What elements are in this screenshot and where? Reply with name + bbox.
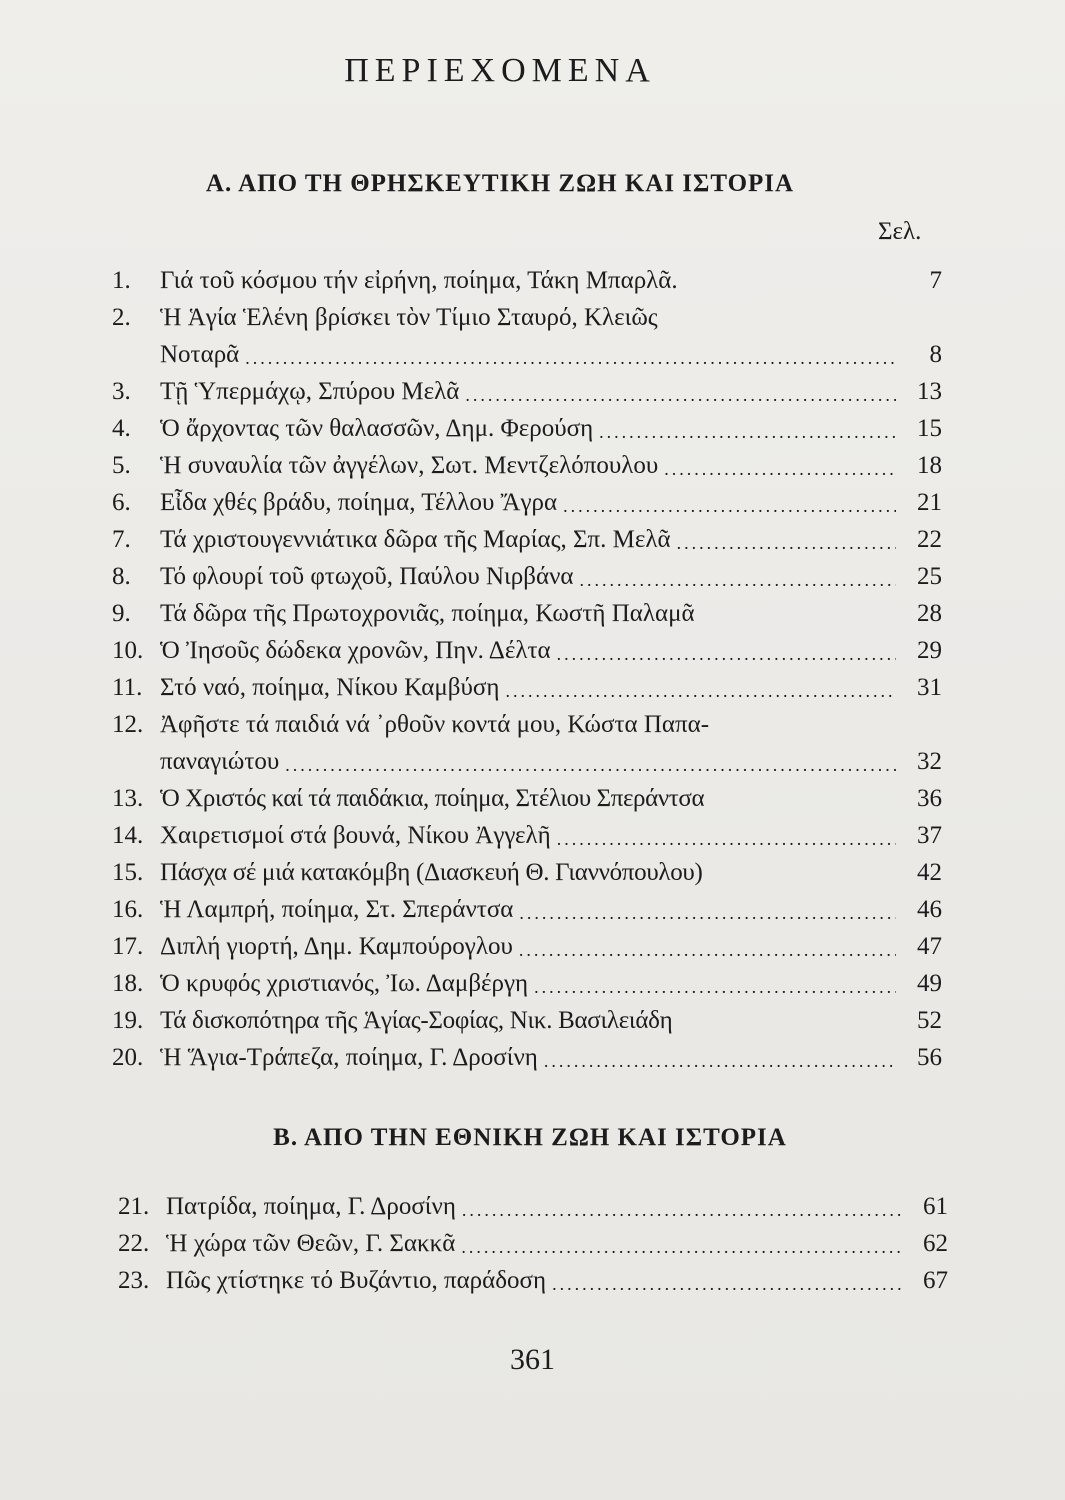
entry-page: 18	[917, 452, 942, 479]
entry-page: 46	[917, 896, 942, 923]
leader-dots	[462, 1195, 902, 1225]
leader-dots	[579, 565, 896, 595]
toc-entry	[118, 1225, 948, 1262]
entry-number: 11.	[112, 674, 143, 701]
toc-entry-continuation	[112, 336, 942, 373]
entry-number: 12.	[112, 711, 144, 738]
entry-page: 47	[917, 933, 942, 960]
entry-number: 18.	[112, 970, 144, 997]
entry-title: Ἡ χώρα τῶν Θεῶν, Γ. Σακκᾶ	[166, 1230, 456, 1257]
toc-entry	[112, 595, 942, 632]
entry-number: 23.	[118, 1267, 150, 1294]
entry-title: Στό ναό, ποίημα, Νίκου Καμβύση	[160, 674, 500, 701]
entry-page: 32	[917, 748, 942, 775]
entry-title: Τά δισκοπότηρα τῆς Ἁγίας-Σοφίας, Νικ. Βασιλειάδη	[160, 1007, 673, 1034]
toc-entry	[118, 1188, 948, 1225]
entry-page: 7	[929, 267, 942, 294]
toc-section-a	[112, 262, 942, 1076]
page-number: 361	[510, 1343, 555, 1376]
toc-entry	[112, 632, 942, 669]
toc-entry	[112, 706, 942, 743]
toc-entry	[112, 558, 942, 595]
entry-number: 17.	[112, 933, 144, 960]
entry-page: 22	[917, 526, 942, 553]
entry-number: 7.	[112, 526, 131, 553]
leader-dots	[245, 343, 896, 373]
entry-title: Πατρίδα, ποίημα, Γ. Δροσίνη	[166, 1193, 456, 1220]
entry-title: Ἡ Ἅγια-Τράπεζα, ποίημα, Γ. Δροσίνη	[160, 1044, 538, 1071]
entry-number: 19.	[112, 1007, 144, 1034]
toc-entry	[112, 521, 942, 558]
entry-title: Ὁ Ἰησοῦς δώδεκα χρονῶν, Πην. Δέλτα	[160, 637, 551, 664]
toc-entry	[112, 669, 942, 706]
entry-number: 13.	[112, 785, 144, 812]
entry-title: Ἡ Λαμπρή, ποίημα, Στ. Σπεράντσα	[160, 896, 514, 923]
toc-entry	[112, 1002, 942, 1039]
entry-number: 5.	[112, 452, 131, 479]
entry-title: Χαιρετισμοί στά βουνά, Νίκου Ἀγγελῆ	[160, 822, 551, 849]
toc-entry	[112, 817, 942, 854]
page-title: ΠΕΡΙΕΧΟΜΕΝΑ	[344, 52, 656, 89]
entry-title: Γιά τοῦ κόσμου τήν εἰρήνη, ποίημα, Τάκη Μπαρλᾶ.	[160, 267, 678, 294]
toc-entry	[112, 1039, 942, 1076]
toc-entry	[112, 262, 942, 299]
entry-page: 37	[917, 822, 942, 849]
toc-entry	[112, 780, 942, 817]
entry-title: Ὁ Χριστός καί τά παιδάκια, ποίημα, Στέλιου Σπεράντσα	[160, 785, 705, 812]
entry-title-continued: Νοταρᾶ	[160, 341, 240, 368]
entry-number: 6.	[112, 489, 131, 516]
entry-number: 20.	[112, 1044, 144, 1071]
entry-title-continued: παναγιώτου	[160, 748, 280, 775]
entry-title: Ὁ κρυφός χριστιανός, Ἰω. Δαμβέργη	[160, 970, 529, 997]
leader-dots	[519, 935, 896, 965]
section-b-heading: Β. ΑΠΟ ΤΗΝ ΕΘΝΙΚΗ ΖΩΗ ΚΑΙ ΙΣΤΟΡΙΑ	[273, 1124, 787, 1151]
entry-number: 9.	[112, 600, 131, 627]
entry-number: 3.	[112, 378, 131, 405]
toc-entry	[112, 484, 942, 521]
entry-page: 13	[917, 378, 942, 405]
leader-dots	[599, 417, 896, 447]
entry-number: 1.	[112, 267, 131, 294]
leader-dots	[519, 898, 896, 928]
entry-title: Τά χριστουγεννιάτικα δῶρα τῆς Μαρίας, Σπ. Μελᾶ	[160, 526, 671, 553]
leader-dots	[552, 1269, 902, 1299]
entry-page: 25	[917, 563, 942, 590]
entry-page: 67	[923, 1267, 948, 1294]
entry-title: Ἡ συναυλία τῶν ἀγγέλων, Σωτ. Μεντζελόπουλου	[160, 452, 659, 479]
entry-number: 8.	[112, 563, 131, 590]
entry-page: 21	[917, 489, 942, 516]
entry-title: Ἀφῆστε τά παιδιά νά ᾽ρθοῦν κοντά μου, Κώστα Παπα-	[160, 711, 710, 738]
entry-number: 2.	[112, 304, 131, 331]
entry-title: Πάσχα σέ μιά κατακόμβη (Διασκευή Θ. Γιαννόπουλου)	[160, 859, 703, 886]
entry-page: 31	[917, 674, 942, 701]
leader-dots	[465, 380, 896, 410]
entry-page: 29	[917, 637, 942, 664]
leader-dots	[544, 1046, 896, 1076]
toc-entry	[118, 1262, 948, 1299]
section-a-heading: Α. ΑΠΟ ΤΗ ΘΡΗΣΚΕΥΤΙΚΗ ΖΩΗ ΚΑΙ ΙΣΤΟΡΙΑ	[205, 170, 795, 197]
leader-dots	[461, 1232, 902, 1262]
entry-page: 15	[917, 415, 942, 442]
entry-number: 4.	[112, 415, 131, 442]
entry-number: 16.	[112, 896, 144, 923]
entry-title: Πῶς χτίστηκε τό Βυζάντιο, παράδοση	[166, 1267, 547, 1294]
page-column-label: Σελ.	[878, 218, 922, 245]
entry-number: 22.	[118, 1230, 150, 1257]
toc-entry-continuation	[112, 743, 942, 780]
entry-number: 15.	[112, 859, 144, 886]
entry-page: 62	[923, 1230, 948, 1257]
entry-number: 14.	[112, 822, 144, 849]
entry-title: Τό φλουρί τοῦ φτωχοῦ, Παύλου Νιρβάνα	[160, 563, 574, 590]
toc-section-b	[118, 1188, 948, 1299]
toc-entry	[112, 410, 942, 447]
leader-dots	[285, 750, 896, 780]
leader-dots	[557, 824, 896, 854]
toc-entry	[112, 854, 942, 891]
entry-page: 49	[917, 970, 942, 997]
toc-entry	[112, 965, 942, 1002]
toc-entry	[112, 299, 942, 336]
toc-entry	[112, 928, 942, 965]
leader-dots	[664, 454, 896, 484]
leader-dots	[563, 491, 896, 521]
entry-page: 56	[917, 1044, 942, 1071]
entry-title: Ὁ ἄρχοντας τῶν θαλασσῶν, Δημ. Φερούση	[160, 415, 594, 442]
entry-page: 36	[917, 785, 942, 812]
entry-title: Τῇ Ὑπερμάχῳ, Σπύρου Μελᾶ	[160, 378, 460, 405]
toc-entry	[112, 891, 942, 928]
leader-dots	[677, 528, 896, 558]
entry-title: Τά δῶρα τῆς Πρωτοχρονιᾶς, ποίημα, Κωστῆ Παλαμᾶ	[160, 600, 695, 627]
toc-entry	[112, 373, 942, 410]
entry-page: 8	[929, 341, 942, 368]
toc-entry	[112, 447, 942, 484]
entry-page: 28	[917, 600, 942, 627]
leader-dots	[557, 639, 896, 669]
entry-number: 21.	[118, 1193, 150, 1220]
entry-page: 52	[917, 1007, 942, 1034]
entry-page: 61	[923, 1193, 948, 1220]
leader-dots	[534, 972, 896, 1002]
entry-number: 10.	[112, 637, 144, 664]
entry-title: Εἶδα χθές βράδυ, ποίημα, Τέλλου Ἄγρα	[160, 489, 558, 516]
leader-dots	[505, 676, 896, 706]
entry-title: Ἡ Ἁγία Ἑλένη βρίσκει τὸν Τίμιο Σταυρό, Κλειῶς	[160, 304, 658, 331]
entry-title: Διπλή γιορτή, Δημ. Καμπούρογλου	[160, 933, 513, 960]
entry-page: 42	[917, 859, 942, 886]
